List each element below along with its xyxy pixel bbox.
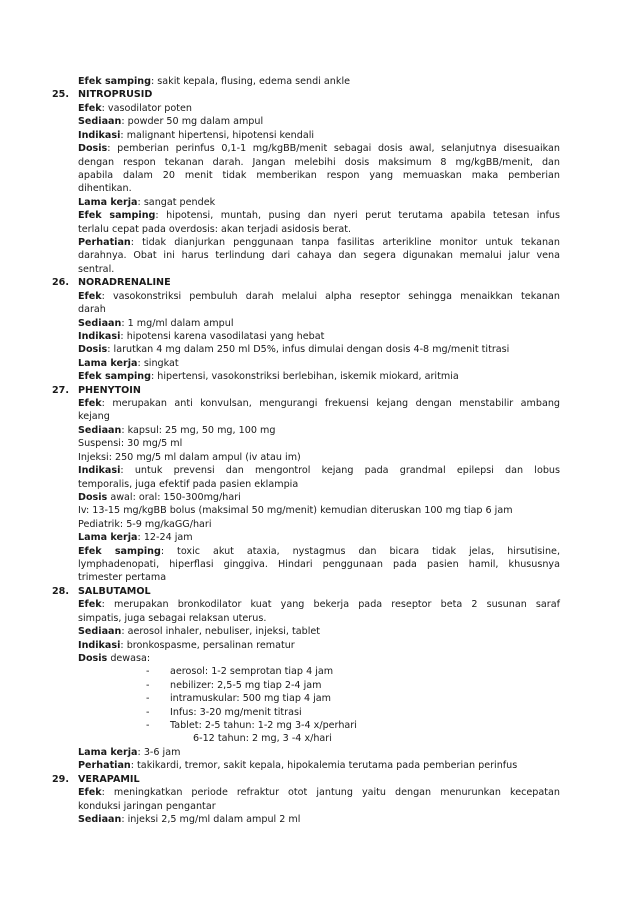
field-text: awal: oral: 150-300mg/hari — [107, 492, 241, 503]
field-text: : tidak dianjurkan penggunaan tanpa fasilitas arterikline monitor untuk tekanan — [130, 237, 560, 248]
field-label: Dosis — [78, 143, 108, 154]
field-text: Iv: 13-15 mg/kgBB bolus (maksimal 50 mg/menit) kemudian diteruskan 100 mg tiap 6 jam — [78, 505, 513, 516]
field-text: : merupakan bronkodilator kuat yang bekerja pada reseptor beta 2 susunan saraf — [101, 599, 560, 610]
field-text: : meningkatkan periode refraktur otot jantung yaitu dengan menurunkan kecepatan — [101, 787, 560, 798]
text-line — [78, 812, 560, 828]
section-number: 27. — [52, 385, 69, 396]
field-text: lymphadenopati, hiperflasi ginggiva. Hindari penggunaan pada pasien hamil, khususnya — [78, 559, 560, 570]
field-label: Efek — [78, 398, 102, 409]
field-label: VERAPAMIL — [78, 774, 140, 785]
field-label: Sediaan — [78, 116, 122, 127]
field-text: : 3-6 jam — [137, 747, 181, 758]
field-text: : hipertensi, vasokonstriksi berlebihan, iskemik miokard, aritmia — [151, 371, 459, 382]
field-label: Sediaan — [78, 425, 122, 436]
field-label: Sediaan — [78, 626, 122, 637]
field-text: : 1 mg/ml dalam ampul — [121, 318, 234, 329]
field-text: : pemberian perinfus 0,1-1 mg/kgBB/menit sebagai dosis awal, selanjutnya disesuaikan — [107, 143, 560, 154]
field-text: aerosol: 1-2 semprotan tiap 4 jam — [170, 666, 334, 677]
field-text: : toxic akut ataxia, nystagmus dan bicara tidak jelas, hirsutisine, — [160, 546, 560, 557]
field-text: : aerosol inhaler, nebuliser, injeksi, tablet — [121, 626, 321, 637]
field-label: NORADRENALINE — [78, 277, 171, 288]
field-label: Perhatian — [78, 760, 131, 771]
section-number: 28. — [52, 586, 69, 597]
section-number: 29. — [52, 774, 69, 785]
bullet-dash: - — [146, 720, 150, 731]
field-label: Efek samping — [78, 76, 151, 87]
field-label: PHENYTOIN — [78, 385, 141, 396]
field-text: dihentikan. — [78, 183, 132, 194]
field-text: : untuk prevensi dan mengontrol kejang pada grandmal epilepsi dan lobus — [120, 465, 560, 476]
field-label: Efek — [78, 599, 102, 610]
field-label: Perhatian — [78, 237, 131, 248]
field-label: Indikasi — [78, 130, 121, 141]
field-label: Efek samping — [78, 210, 156, 221]
field-label: Efek — [78, 291, 102, 302]
field-text: : larutkan 4 mg dalam 250 ml D5%, infus dimulai dengan dosis 4-8 mg/menit titrasi — [107, 344, 510, 355]
field-text: : vasodilator poten — [101, 103, 192, 114]
field-text: : merupakan anti konvulsan, mengurangi frekuensi kejang dengan menstabilir ambang — [101, 398, 560, 409]
field-text: : hipotensi, muntah, pusing dan nyeri perut terutama apabila tetesan infus — [155, 210, 560, 221]
field-text: Injeksi: 250 mg/5 ml dalam ampul (iv atau im) — [78, 452, 301, 463]
field-label: NITROPRUSID — [78, 89, 153, 100]
field-text: darahnya. Obat ini harus terlindung dari cahaya dan segera digunakan memalui jalur vena — [78, 250, 560, 261]
field-label: Lama kerja — [78, 532, 138, 543]
field-label: Lama kerja — [78, 358, 138, 369]
section-number: 26. — [52, 277, 69, 288]
field-text: : kapsul: 25 mg, 50 mg, 100 mg — [121, 425, 276, 436]
field-label: Indikasi — [78, 640, 121, 651]
field-label: Indikasi — [78, 331, 121, 342]
field-label: Dosis — [78, 492, 108, 503]
field-text: apabila dalam 20 menit tidak memberikan respon yang memuaskan maka pemberian — [78, 170, 560, 181]
field-text: : takikardi, tremor, sakit kepala, hipokalemia terutama pada pemberian perinfus — [130, 760, 518, 771]
field-label: Sediaan — [78, 814, 122, 825]
field-label: Lama kerja — [78, 197, 138, 208]
field-text: dewasa: — [107, 653, 151, 664]
field-text: Infus: 3-20 mg/menit titrasi — [170, 707, 302, 718]
field-text: Pediatrik: 5-9 mg/kaGG/hari — [78, 519, 212, 530]
field-text: sentral. — [78, 264, 115, 275]
field-text: terlalu cepat pada overdosis: akan terjadi asidosis berat. — [78, 224, 352, 235]
field-text: konduksi jaringan pengantar — [78, 801, 216, 812]
field-text: : vasokonstriksi pembuluh darah melalui alpha reseptor sehingga menaikkan tekanan — [101, 291, 560, 302]
field-label: Dosis — [78, 344, 108, 355]
bullet-dash: - — [146, 680, 150, 691]
field-text: darah — [78, 304, 106, 315]
field-text: intramuskular: 500 mg tiap 4 jam — [170, 693, 332, 704]
field-text: : singkat — [137, 358, 179, 369]
field-label: Lama kerja — [78, 747, 138, 758]
field-text: : bronkospasme, persalinan rematur — [120, 640, 295, 651]
field-text: : 12-24 jam — [137, 532, 193, 543]
field-label: Efek samping — [78, 371, 151, 382]
field-text: : sakit kepala, flusing, edema sendi ankle — [151, 76, 351, 87]
field-text: : injeksi 2,5 mg/ml dalam ampul 2 ml — [121, 814, 301, 825]
field-text: trimester pertama — [78, 572, 167, 583]
field-label: Indikasi — [78, 465, 121, 476]
bullet-dash: - — [146, 666, 150, 677]
field-label: Sediaan — [78, 318, 122, 329]
field-text: : malignant hipertensi, hipotensi kendali — [120, 130, 315, 141]
field-text: Tablet: 2-5 tahun: 1-2 mg 3-4 x/perhari — [170, 720, 357, 731]
field-text: 6-12 tahun: 2 mg, 3 -4 x/hari — [193, 733, 332, 744]
field-label: Efek — [78, 787, 102, 798]
field-text: : sangat pendek — [137, 197, 216, 208]
field-text: Suspensi: 30 mg/5 ml — [78, 438, 183, 449]
field-label: Efek — [78, 103, 102, 114]
field-text: simpatis, juga sebagai relaksan uterus. — [78, 613, 267, 624]
field-text: temporalis, juga efektif pada pasien eklampia — [78, 479, 299, 490]
bullet-dash: - — [146, 693, 150, 704]
field-text: kejang — [78, 411, 110, 422]
field-label: Dosis — [78, 653, 108, 664]
field-label: SALBUTAMOL — [78, 586, 151, 597]
field-text: nebilizer: 2,5-5 mg tiap 2-4 jam — [170, 680, 322, 691]
field-text: : hipotensi karena vasodilatasi yang hebat — [120, 331, 325, 342]
bullet-dash: - — [146, 707, 150, 718]
section-number: 25. — [52, 89, 69, 100]
field-text: : powder 50 mg dalam ampul — [121, 116, 264, 127]
field-label: Efek samping — [78, 546, 161, 557]
field-text: dengan respon tekanan darah. Jangan melebihi dosis maksimum 8 mg/kgBB/menit, dan — [78, 157, 560, 168]
